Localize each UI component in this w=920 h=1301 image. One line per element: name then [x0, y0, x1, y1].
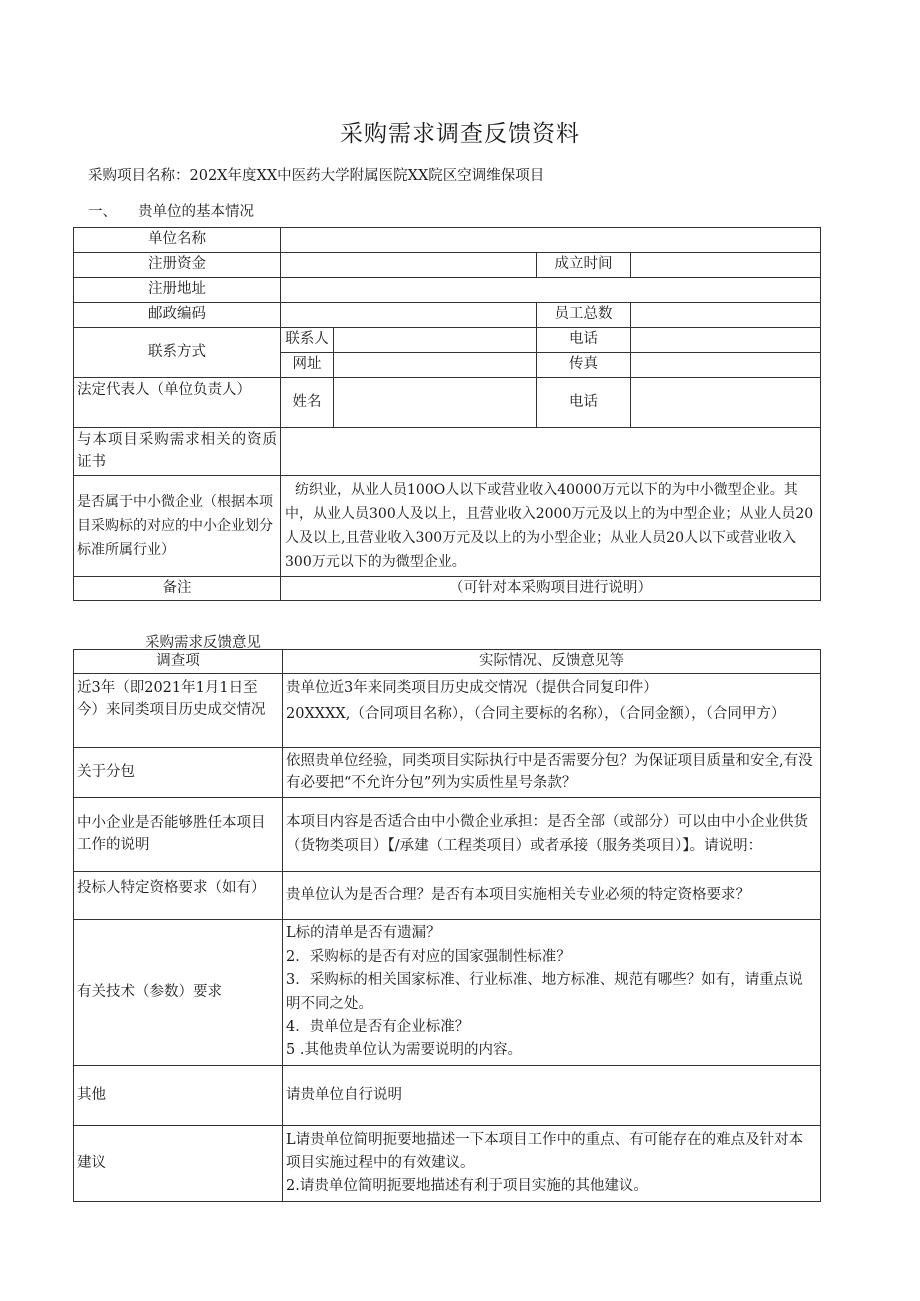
legal-rep-name-field[interactable]: [334, 378, 537, 428]
header-detail: 实际情况、反馈意见等: [283, 650, 821, 674]
contact-method-label: 联系方式: [74, 328, 281, 378]
row-subcontract-detail[interactable]: 依照贵单位经验，同类项目实际执行中是否需要分包？为保证项目质量和安全,有没有必要把“不允许分包”列为实质性星号条款？: [283, 748, 821, 798]
page-title: 采购需求调查反馈资料: [340, 121, 580, 147]
employee-count-label: 员工总数: [537, 303, 631, 328]
employee-count-field[interactable]: [631, 303, 821, 328]
established-time-label: 成立时间: [537, 253, 631, 278]
postal-code-field[interactable]: [281, 303, 537, 328]
legal-rep-phone-field[interactable]: [631, 378, 821, 428]
row-sme-item: 中小企业是否能够胜任本项目工作的说明: [74, 798, 283, 872]
project-name-line: 采购项目名称：202X年度XX中医药大学附属医院XX院区空调维保项目: [88, 168, 545, 184]
suggestion-line-1: L请贵单位简明扼要地描述一下本项目工作中的重点、有可能存在的难点及针对本项目实施过程中的有效建议。: [286, 1131, 804, 1171]
phone-field[interactable]: [631, 328, 821, 353]
row-qualification-item: 投标人特定资格要求（如有）: [74, 872, 283, 920]
contact-person-field[interactable]: [334, 328, 537, 353]
row-sme-detail[interactable]: 本项目内容是否适合由中小微企业承担：是否全部（或部分）可以由中小企业供货（货物类项目）【/承建（工程类项目）或者承接（服务类项目）】。请说明：: [283, 798, 821, 872]
sme-answer: 纺织业，从业人员100O人以下或营业收入40000万元以下的为中小微型企业。其中，从业人员300人及以上，且营业收入2000万元及以上的为中型企业；从业人员20人及以上,且营业收入300万元及以上的为小型企业；从业人员20人以下或营业收入300万元以下的为微型企业。: [281, 476, 821, 577]
suggestion-line-2: 2.请贵单位简明扼要地描述有利于项目实施的其他建议。: [286, 1178, 648, 1195]
qualification-field[interactable]: [281, 428, 821, 476]
history-line-2: 20XXXX,（合同项目名称），（合同主要标的名称），（合同金额），（合同甲方）: [286, 705, 786, 722]
technical-line-5: 5 .其他贵单位认为需要说明的内容。: [286, 1042, 522, 1059]
header-item: 调查项: [74, 650, 283, 674]
row-qualification-detail[interactable]: 贵单位认为是否合理？是否有本项目实施相关专业必须的特定资格要求？: [283, 872, 821, 920]
row-subcontract-item: 关于分包: [74, 748, 283, 798]
technical-line-1: L标的清单是否有遗漏？: [286, 925, 441, 942]
section1-number: 一、: [88, 204, 117, 220]
row-other-detail[interactable]: 请贵单位自行说明: [283, 1066, 821, 1126]
row-technical-detail[interactable]: [283, 920, 821, 1066]
phone-label: 电话: [537, 328, 631, 353]
row-history-detail[interactable]: [283, 674, 821, 748]
section1-title: 贵单位的基本情况: [138, 204, 254, 220]
unit-name-field[interactable]: [281, 228, 821, 253]
registered-address-label: 注册地址: [74, 278, 281, 303]
unit-name-label: 单位名称: [74, 228, 281, 253]
row-suggestion-detail[interactable]: [283, 1126, 821, 1202]
qualification-label: 与本项目采购需求相关的资质证书: [74, 428, 281, 476]
row-other-item: 其他: [74, 1066, 283, 1126]
row-technical-item: 有关技术（参数）要求: [74, 920, 283, 1066]
registered-capital-field[interactable]: [281, 253, 537, 278]
section2-title: 采购需求反馈意见: [145, 635, 261, 651]
registered-capital-label: 注册资金: [74, 253, 281, 278]
website-label: 网址: [281, 353, 334, 378]
remarks-label: 备注: [74, 577, 281, 601]
fax-label: 传真: [537, 353, 631, 378]
website-field[interactable]: [334, 353, 537, 378]
remarks-field[interactable]: （可针对本采购项目进行说明）: [281, 577, 821, 601]
feedback-table: [73, 649, 821, 1202]
postal-code-label: 邮政编码: [74, 303, 281, 328]
fax-field[interactable]: [631, 353, 821, 378]
contact-person-label: 联系人: [281, 328, 334, 353]
legal-rep-label: 法定代表人（单位负责人）: [74, 378, 281, 428]
basic-info-table: [73, 227, 821, 601]
row-history-item: 近3年（即2021年1月1日至今）来同类项目历史成交情况: [74, 674, 283, 748]
registered-address-field[interactable]: [281, 278, 821, 303]
history-line-1: 贵单位近3年来同类项目历史成交情况（提供合同复印件）: [286, 680, 658, 696]
row-suggestion-item: 建议: [74, 1126, 283, 1202]
technical-line-2: 2．采购标的是否有对应的国家强制性标准？: [286, 948, 571, 965]
established-time-field[interactable]: [631, 253, 821, 278]
legal-rep-phone-label: 电话: [537, 378, 631, 428]
technical-line-4: 4．贵单位是否有企业标准？: [286, 1018, 470, 1035]
sme-question: 是否属于中小微企业（根据本项目采购标的对应的中小企业划分标准所属行业）: [74, 476, 281, 577]
legal-rep-name-label: 姓名: [281, 378, 334, 428]
technical-line-3: 3．采购标的相关国家标准、行业标准、地方标准、规范有哪些？如有，请重点说明不同之处。: [286, 972, 803, 1012]
